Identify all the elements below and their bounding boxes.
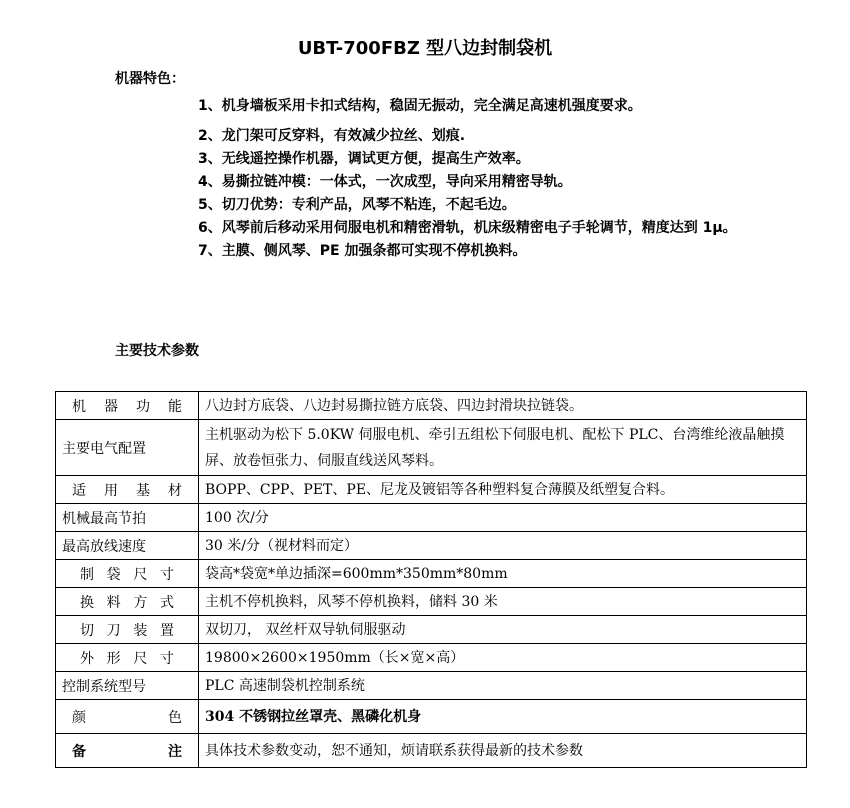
spec-value: 主机不停机换料，风琴不停机换料，储料 30 米	[199, 588, 807, 616]
feature-item: 3、无线遥控操作机器，调试更方便，提高生产效率。	[198, 151, 530, 167]
spec-value: 八边封方底袋、八边封易撕拉链方底袋、四边封滑块拉链袋。	[199, 392, 807, 420]
spec-label: 外 形 尺 寸	[56, 644, 199, 672]
table-row	[56, 644, 807, 672]
table-row	[56, 616, 807, 644]
spec-value: 具体技术参数变动，恕不通知，烦请联系获得最新的技术参数	[199, 734, 807, 768]
table-row	[56, 588, 807, 616]
table-row	[56, 420, 807, 476]
table-row	[56, 532, 807, 560]
spec-value: 袋高*袋宽*单边插深=600mm*350mm*80mm	[199, 560, 807, 588]
spec-value: 19800×2600×1950mm（长×宽×高）	[199, 644, 807, 672]
feature-item: 6、风琴前后移动采用伺服电机和精密滑轨，机床级精密电子手轮调节，精度达到 1μ。	[198, 220, 737, 236]
spec-label: 控制系统型号	[56, 672, 199, 700]
table-row	[56, 672, 807, 700]
table-row	[56, 476, 807, 504]
params-heading: 主要技术参数	[115, 343, 199, 359]
spec-label: 颜 色	[56, 700, 199, 734]
spec-value: PLC 高速制袋机控制系统	[199, 672, 807, 700]
table-row	[56, 560, 807, 588]
spec-value: BOPP、CPP、PET、PE、尼龙及镀铝等各种塑料复合薄膜及纸塑复合料。	[199, 476, 807, 504]
feature-item: 7、主膜、侧风琴、PE 加强条都可实现不停机换料。	[198, 243, 527, 259]
spec-value: 主机驱动为松下 5.0KW 伺服电机、牵引五组松下伺服电机、配松下 PLC、台湾维纶液晶触摸屏、放卷恒张力、伺服直线送风琴料。	[199, 420, 807, 476]
feature-item: 5、切刀优势：专利产品，风琴不粘连，不起毛边。	[198, 197, 516, 213]
spec-label: 机械最高节拍	[56, 504, 199, 532]
table-row	[56, 700, 807, 734]
page-title: UBT-700FBZ 型八边封制袋机	[297, 38, 553, 59]
spec-label: 最高放线速度	[56, 532, 199, 560]
spec-label: 备 注	[56, 734, 199, 768]
spec-label: 制 袋 尺 寸	[56, 560, 199, 588]
table-row	[56, 734, 807, 768]
spec-label: 换 料 方 式	[56, 588, 199, 616]
spec-value: 双切刀， 双丝杆双导轨伺服驱动	[199, 616, 807, 644]
table-row	[56, 392, 807, 420]
spec-label: 机 器 功 能	[56, 392, 199, 420]
spec-label: 切 刀 装 置	[56, 616, 199, 644]
features-list	[198, 95, 778, 263]
feature-item: 2、龙门架可反穿料，有效减少拉丝、划痕.	[198, 128, 466, 144]
spec-value: 30 米/分（视材料而定）	[199, 532, 807, 560]
spec-label: 主要电气配置	[56, 420, 199, 476]
spec-value: 304 不锈钢拉丝罩壳、黑磷化机身	[199, 700, 807, 734]
feature-item: 1、机身墙板采用卡扣式结构，稳固无振动，完全满足高速机强度要求。	[198, 98, 642, 114]
features-heading: 机器特色：	[115, 71, 185, 87]
spec-value: 100 次/分	[199, 504, 807, 532]
table-row	[56, 504, 807, 532]
spec-table	[55, 391, 807, 768]
feature-item: 4、易撕拉链冲模：一体式，一次成型，导向采用精密导轨。	[198, 174, 572, 190]
spec-label: 适 用 基 材	[56, 476, 199, 504]
